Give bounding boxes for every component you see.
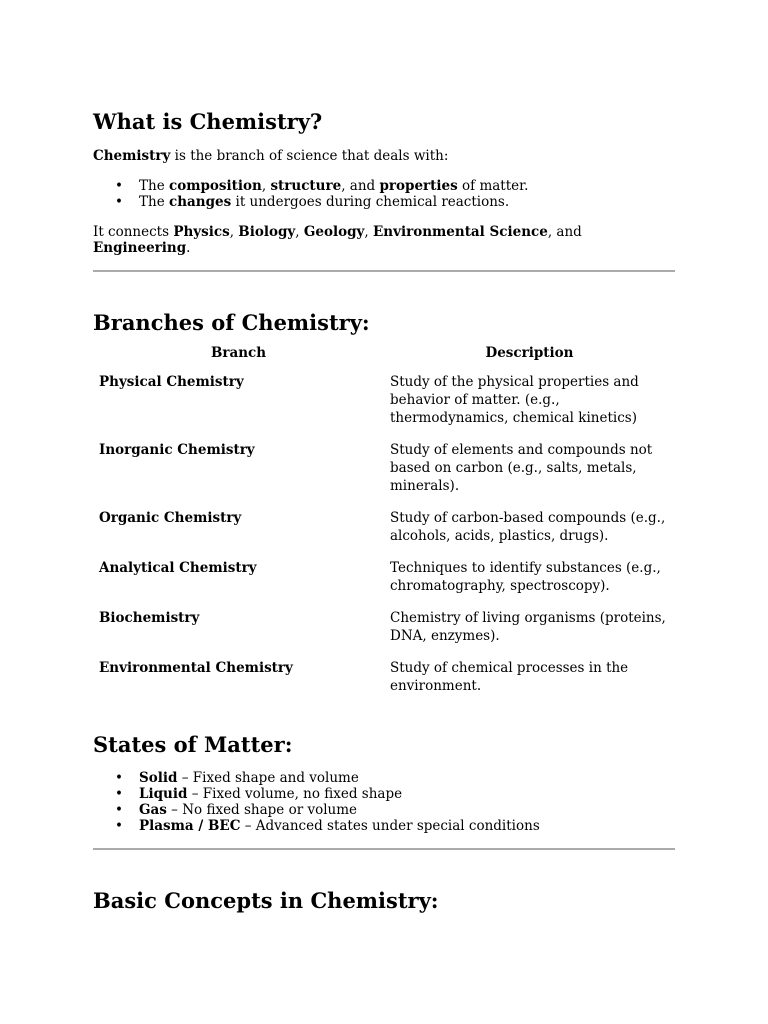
list-item: • Plasma / BEC – Advanced states under special conditions xyxy=(115,818,540,834)
description-cell: Study of carbon-based compounds (e.g., alcohols, acids, plastics, drugs). xyxy=(390,510,666,544)
bullet-icon: • xyxy=(115,178,123,194)
heading-states-of-matter: States of Matter: xyxy=(93,732,293,757)
branch-cell: Physical Chemistry xyxy=(99,374,244,390)
heading-basic-concepts: Basic Concepts in Chemistry: xyxy=(93,888,439,913)
list-item: • Liquid – Fixed volume, no fixed shape xyxy=(115,786,403,802)
bullet-icon: • xyxy=(115,770,123,786)
branch-cell: Biochemistry xyxy=(99,610,200,626)
connects-paragraph: It connects Physics, Biology, Geology, Environmental Science, and Engineering. xyxy=(93,224,582,256)
chemistry-deals-list xyxy=(93,178,675,210)
column-header-branch: Branch xyxy=(210,345,267,361)
bullet-icon: • xyxy=(115,194,123,210)
intro-paragraph xyxy=(93,148,675,164)
heading-what-is-chemistry: What is Chemistry? xyxy=(93,109,323,134)
list-item: • The composition, structure, and properties of matter. xyxy=(115,178,529,194)
table-row xyxy=(93,655,675,705)
table-header-row xyxy=(93,344,675,369)
intro-text: is the branch of science that deals with: xyxy=(170,148,449,164)
table-row xyxy=(93,437,675,505)
heading-branches: Branches of Chemistry: xyxy=(93,310,370,335)
description-cell: Chemistry of living organisms (proteins, DNA, enzymes). xyxy=(390,610,666,644)
branch-cell: Environmental Chemistry xyxy=(99,660,293,676)
states-list xyxy=(93,770,675,834)
description-cell: Study of the physical properties and behavior of matter. (e.g., thermodynamics, chemical kinetics) xyxy=(390,374,639,426)
table-row xyxy=(93,555,675,605)
intro-bold: Chemistry xyxy=(93,148,171,164)
column-header-description: Description xyxy=(485,345,574,361)
horizontal-rule xyxy=(93,848,675,850)
branch-cell: Organic Chemistry xyxy=(99,510,242,526)
description-cell: Study of chemical processes in the environment. xyxy=(390,660,629,694)
description-cell: Techniques to identify substances (e.g., chromatography, spectroscopy). xyxy=(390,560,661,594)
table-row xyxy=(93,505,675,555)
bullet-icon: • xyxy=(115,818,123,834)
branch-cell: Analytical Chemistry xyxy=(99,560,257,576)
bullet-icon: • xyxy=(115,786,123,802)
description-cell: Study of elements and compounds not based on carbon (e.g., salts, metals, minerals). xyxy=(390,442,653,494)
table-row xyxy=(93,369,675,437)
branches-table xyxy=(93,344,675,705)
horizontal-rule xyxy=(93,270,675,272)
table-row xyxy=(93,605,675,655)
list-item: • Gas – No fixed shape or volume xyxy=(115,802,358,818)
branch-cell: Inorganic Chemistry xyxy=(99,442,255,458)
bullet-icon: • xyxy=(115,802,123,818)
list-item: • The changes it undergoes during chemical reactions. xyxy=(115,194,510,210)
list-item: • Solid – Fixed shape and volume xyxy=(115,770,359,786)
